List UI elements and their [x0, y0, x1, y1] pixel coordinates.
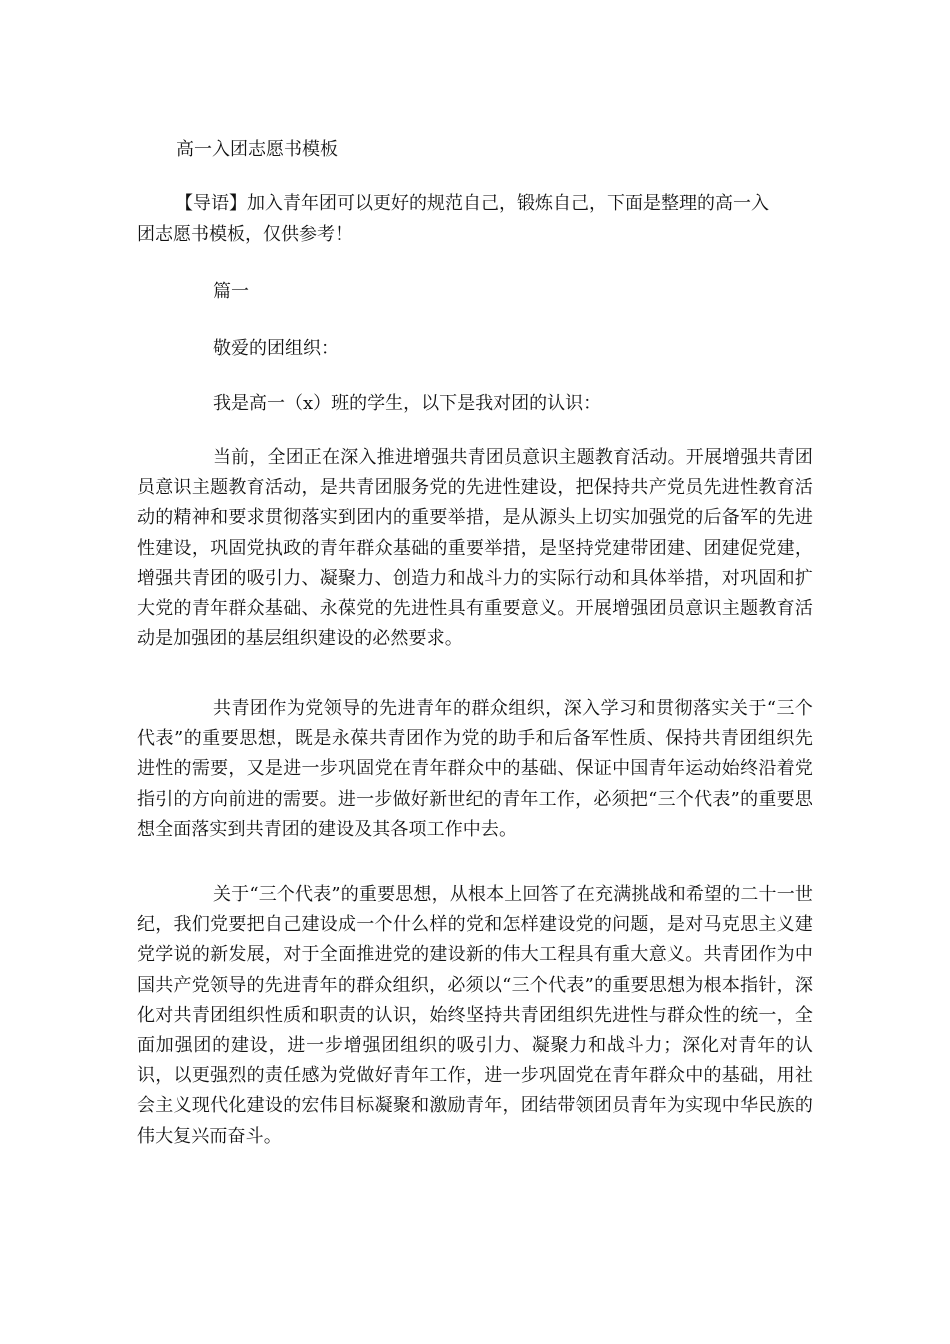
body-paragraph-3: 关于“三个代表”的重要思想，从根本上回答了在充满挑战和希望的二十一世纪，我们党要把自己建设成一个什么样的党和怎样建设党的问题，是对马克思主义建党学说的新发展，对于全面推进党的建设新的伟大工程具有重大意义。共青团作为中国共产党领导的先进青年的群众组织，必须以“三个代表”的重要思想为根本指针，深化对共青团组织性质和职责的认识，始终坚持共青团组织先进性与群众性的统一，全面加强团的建设，进一步增强团组织的吸引力、凝聚力和战斗力；深化对青年的认识，以更强烈的责任感为党做好青年工作，进一步巩固党在青年群众中的基础，用社会主义现代化建设的宏伟目标凝聚和激励青年，团结带领团员青年为实现中华民族的伟大复兴而奋斗。 — [137, 884, 813, 1147]
intro-paragraph — [137, 188, 813, 250]
intro-line-2: 团志愿书模板，仅供参考！ — [137, 224, 353, 245]
self-intro: 我是高一（x）班的学生，以下是我对团的认识： — [213, 393, 602, 414]
document-title: 高一入团志愿书模板 — [176, 139, 338, 160]
body-paragraph-1: 当前，全团正在深入推进增强共青团员意识主题教育活动。开展增强共青团员意识主题教育活动，是共青团服务党的先进性建设，把保持共产党员先进性教育活动的精神和要求贯彻落实到团内的重要举措，是从源头上切实加强党的后备军的先进性建设，巩固党执政的青年群众基础的重要举措，是坚持党建带团建、团建促党建，增强共青团的吸引力、凝聚力、创造力和战斗力的实际行动和具体举措，对巩固和扩大党的青年群众基础、永葆党的先进性具有重要意义。开展增强团员意识主题教育活动是加强团的基层组织建设的必然要求。 — [137, 447, 813, 650]
intro-line-1: 【导语】加入青年团可以更好的规范自己，锻炼自己，下面是整理的高一入 — [175, 193, 769, 214]
body-paragraph-2: 共青团作为党领导的先进青年的群众组织，深入学习和贯彻落实关于“三个代表”的重要思想，既是永葆共青团作为党的助手和后备军性质、保持共青团组织先进性的需要，又是进一步巩固党在青年群众中的基础、保证中国青年运动始终沿着党指引的方向前进的需要。进一步做好新世纪的青年工作，必须把“三个代表”的重要思想全面落实到共青团的建设及其各项工作中去。 — [137, 698, 813, 840]
section-label: 篇一 — [213, 281, 249, 302]
salutation: 敬爱的团组织： — [213, 338, 339, 359]
